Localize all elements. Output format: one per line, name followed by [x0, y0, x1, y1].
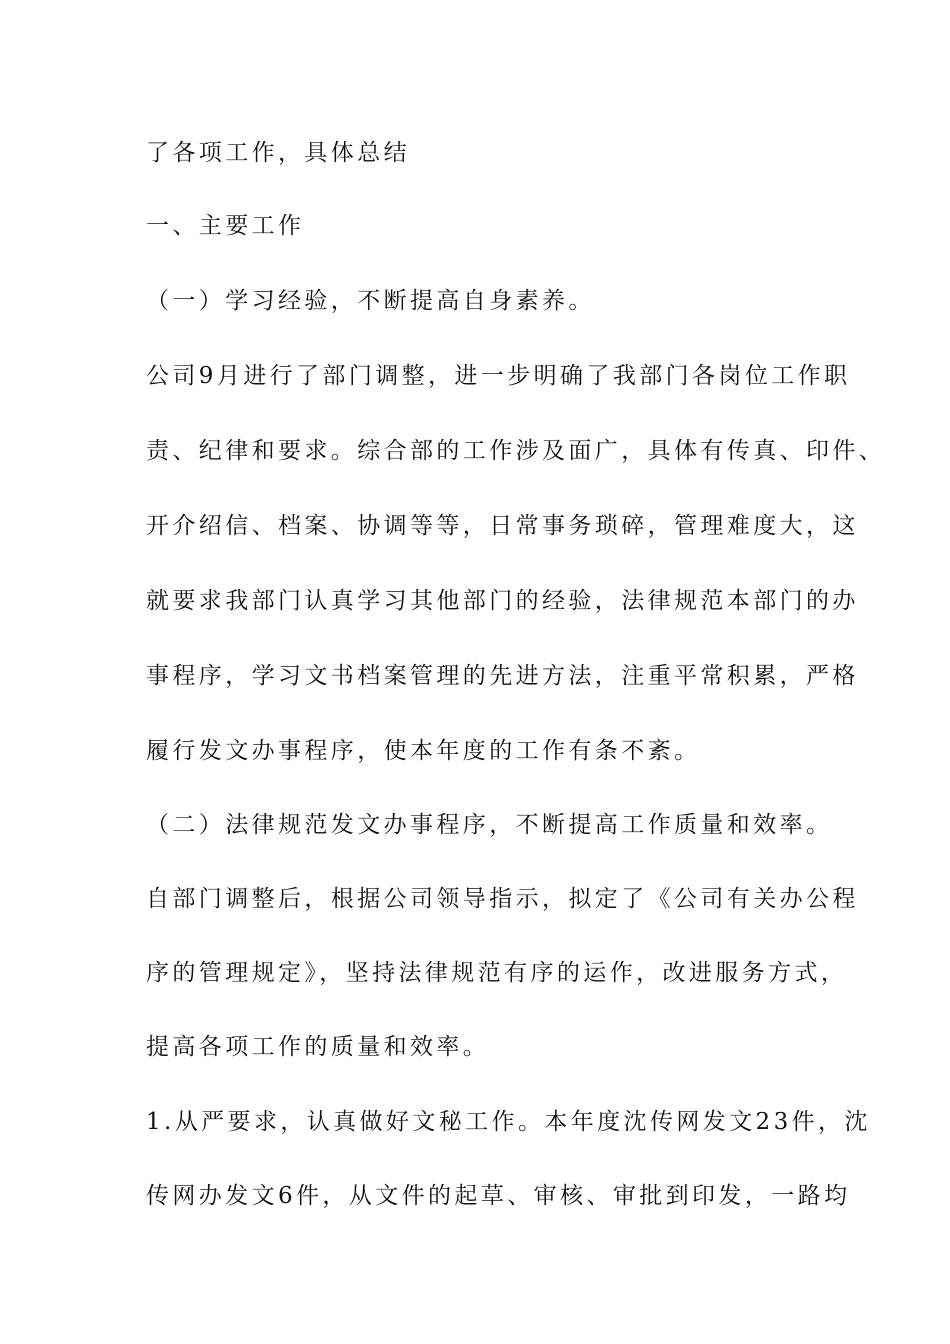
paragraph-line-1: 公司9月进行了部门调整，进一步明确了我部门各岗位工作职 — [146, 363, 851, 389]
section-heading-main-work: 一、主要工作 — [146, 213, 305, 239]
paragraph-line-3: 开介绍信、档案、协调等等，日常事务琐碎，管理难度大，这 — [146, 513, 859, 539]
paragraph-line-2: 责、纪律和要求。综合部的工作涉及面广，具体有传真、印件、 — [146, 438, 886, 464]
paragraph-line-4: 就要求我部门认真学习其他部门的经验，法律规范本部门的办 — [146, 588, 859, 614]
paragraph-line-7: 自部门调整后，根据公司领导指示，拟定了《公司有关办公程 — [146, 886, 859, 912]
numbered-item-1-line-1: 1.从严要求，认真做好文秘工作。本年度沈传网发文23件，沈 — [146, 1109, 871, 1135]
subsection-heading-1: （一）学习经验，不断提高自身素养。 — [146, 288, 595, 314]
paragraph-line-8: 序的管理规定》，坚持法律规范有序的运作，改进服务方式， — [146, 960, 848, 986]
paragraph-line-5: 事程序，学习文书档案管理的先进方法，注重平常积累，严格 — [146, 663, 859, 689]
subsection-heading-2: （二）法律规范发文办事程序，不断提高工作质量和效率。 — [146, 812, 833, 838]
paragraph-line-6: 履行发文办事程序，使本年度的工作有条不紊。 — [146, 738, 701, 764]
numbered-item-1-line-2: 传网办发文6件，从文件的起草、审核、审批到印发，一路均 — [146, 1183, 851, 1209]
text-line-1: 了各项工作，具体总结 — [146, 140, 410, 166]
paragraph-line-9: 提高各项工作的质量和效率。 — [146, 1034, 490, 1060]
